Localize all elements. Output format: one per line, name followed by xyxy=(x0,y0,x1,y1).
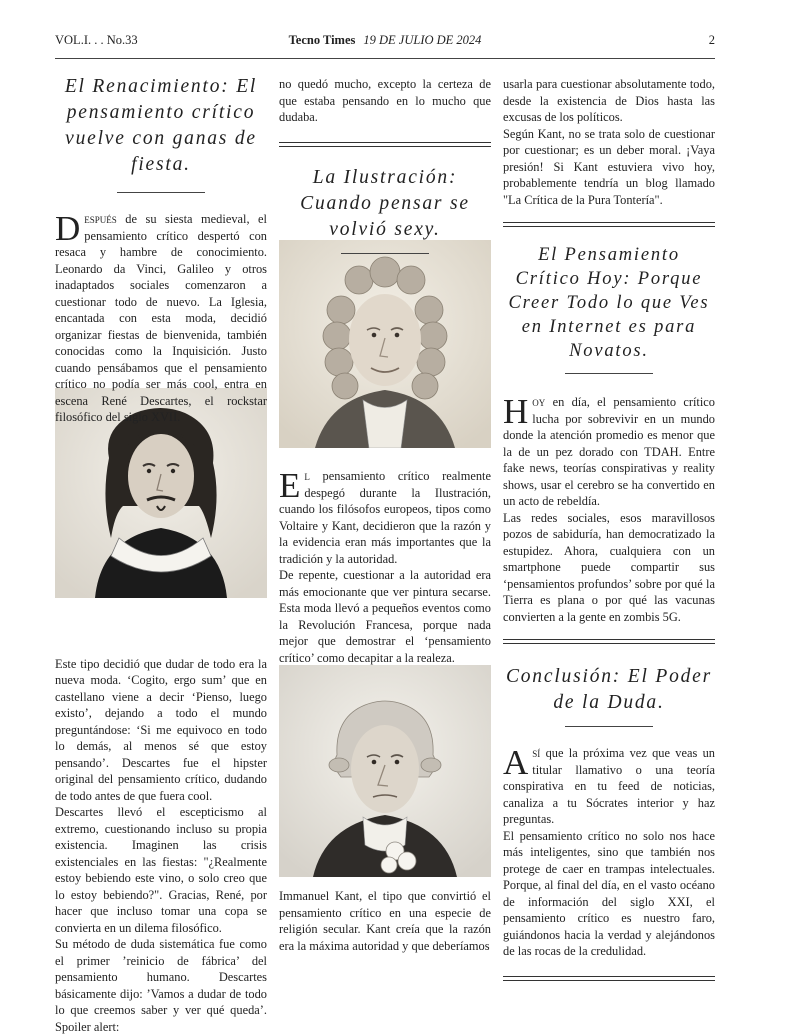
column-2-lower xyxy=(279,468,491,666)
header-divider xyxy=(55,58,715,59)
article-3-paragraph xyxy=(503,394,715,510)
kant-portrait xyxy=(279,665,491,877)
article-1-paragraph-2: Este tipo decidió que dudar de todo era la nueva moda. ‘Cogito, ergo sum’ que en castellano viene a decir ‘Pienso, luego existo’, dejando a todo el mundo preguntándose: ‘Si me equivoco en todo lo demás, al menos sé que estoy pensando’. Descartes fue el hipster original del pensamiento crítico, dudando de todo antes de que fuera cool. xyxy=(55,656,267,803)
page-number: 2 xyxy=(708,33,715,47)
article-2-continuation-2: Según Kant, no se trata solo de cuestionar por cuestionar; es un deber moral. ¡Vaya presión! Si Kant estuviera vivo hoy, probablemente tendría un blog llamado "La Crítica de la Pura Tontería". xyxy=(503,126,715,207)
column-2 xyxy=(279,68,491,254)
drop-cap: E xyxy=(279,466,301,505)
article-4-paragraph-2: El pensamiento crítico no solo nos hace más inteligentes, sino que también nos protege de caer en trampas intelectuales. Porque, al final del día, en el vasto océano de información del siglo XXI, el pensamiento crítico es nuestro faro, guiándonos hacia la verdad y alejándonos de las rocas de la credulidad. xyxy=(503,828,715,958)
article-2-paragraph-2: De repente, cuestionar a la autoridad era más emocionante que ver pintura secarse. Esta moda llevó a pequeños eventos como la Revolución Francesa, porque nada mejor que demostrar el ‘pensamiento crítico’ como decapitar a la realeza. xyxy=(279,568,491,665)
article-4-headline: Conclusión: El Poder de la Duda. xyxy=(505,666,713,713)
article-divider xyxy=(503,222,715,227)
article-2-headline: La Ilustración: Cuando pensar se volvió sexy. xyxy=(300,166,470,240)
headline-separator xyxy=(565,373,653,374)
article-3-headline: El Pensamiento Crítico Hoy: Porque Creer Todo lo que Ves en Internet es para Novatos. xyxy=(508,245,710,361)
lead-word: l xyxy=(304,469,310,483)
lead-word: espués xyxy=(84,212,117,226)
lead-word: oy xyxy=(532,395,546,409)
article-1-headline: El Renacimiento: El pensamiento crítico vuelve con ganas de fiesta. xyxy=(64,76,258,175)
drop-cap: H xyxy=(503,392,529,431)
article-divider xyxy=(503,976,715,981)
article-2-paragraph-3: Immanuel Kant, el tipo que convirtió el pensamiento crítico en una especie de religión secular. Kant creía que la razón era la máxima autoridad y que deberíamos xyxy=(279,889,491,953)
drop-cap: D xyxy=(55,209,81,248)
article-1-continuation: no quedó mucho, excepto la certeza de que estaba pensando en lo mucho que dudaba. xyxy=(279,77,491,124)
article-1-paragraph-4: Su método de duda sistemática fue como el primer ’reinicio de fábrica’ del pensamiento humano. Descartes básicamente dijo: ’Vamos a dudar de todo lo que creemos saber y ver qué queda’. Spoiler alert: xyxy=(55,937,267,1034)
article-3-text: en día, el pensamiento crítico lucha por sobrevivir en un mundo donde la atención promedio es menor que la de un pez dorado con TDAH. Entre fake news, teorías conspirativas y reality shows, usar el cerebro se ha convertido en un acto de rebeldía. xyxy=(503,395,715,508)
voltaire-portrait xyxy=(279,240,491,448)
headline-separator xyxy=(117,192,205,193)
column-3 xyxy=(503,68,715,981)
column-2-bottom xyxy=(279,888,491,954)
lead-word: sí xyxy=(532,746,541,760)
headline-separator xyxy=(565,726,653,727)
article-2-continuation: usarla para cuestionar absolutamente todo, desde la existencia de Dios hasta las excusas de los políticos. xyxy=(503,77,715,124)
article-2-paragraph xyxy=(279,468,491,567)
volume-number: VOL.I. . . No.33 xyxy=(55,33,138,47)
article-1-text: de su siesta medieval, el pensamiento crítico despertó con resaca y hambre de conocimiento. Leonardo da Vinci, Galileo y otros inadaptados sociales comenzaron a cuestionar todo de nuevo. La Iglesia, encantada con esta moda, decidió organizar fiestas de bienvenida, también conocidas como la Inquisición. Justo cuando pensábamos que el pensamiento crítico no podía ser más cool, entra en escena René Descartes, el rockstar filosófico del siglo XVII. xyxy=(55,212,267,424)
article-divider xyxy=(279,142,491,147)
article-1-paragraph-3: Descartes llevó el escepticismo al extremo, cuestionando incluso su propia existencia. Imaginen las crisis existenciales en las fiestas: "¿Realmente estoy bebiendo este vino, o solo creo que lo estoy bebiendo?". Gracias, René, por hacer que incluso tomar una copa se convierta en un dilema filosófico. xyxy=(55,805,267,935)
article-3-paragraph-2: Las redes sociales, esos maravillosos pozos de sabiduría, han democratizado la estupidez. Ahora, cualquiera con un smartphone puede compartir sus ‘pensamientos profundos’ sobre por qué la Tierra es plana o por qué las vacunas convierten a la gente en zombis 5G. xyxy=(503,510,715,624)
article-4-text: que la próxima vez que veas un titular llamativo o una teoría conspirativa en tu feed de noticias, canaliza a tu Sócrates interior y haz preguntas. xyxy=(503,746,715,826)
masthead xyxy=(55,33,715,53)
article-divider xyxy=(503,639,715,644)
image-spacer xyxy=(55,426,267,656)
column-1 xyxy=(55,68,267,1035)
drop-cap: A xyxy=(503,743,529,782)
article-1-paragraph xyxy=(55,211,267,426)
paper-name: Tecno Times xyxy=(288,33,356,47)
article-2-text: pensamiento crítico realmente despegó durante la Ilustración, cuando los filósofos europeos, tipos como Voltaire y Kant, decidieron que la razón y la evidencia eran más importantes que la tradición y la autoridad. xyxy=(279,469,491,566)
headline-separator xyxy=(341,253,429,254)
article-4-paragraph xyxy=(503,745,715,828)
issue-date: 19 DE JULIO DE 2024 xyxy=(363,33,482,47)
masthead-center xyxy=(55,33,715,48)
